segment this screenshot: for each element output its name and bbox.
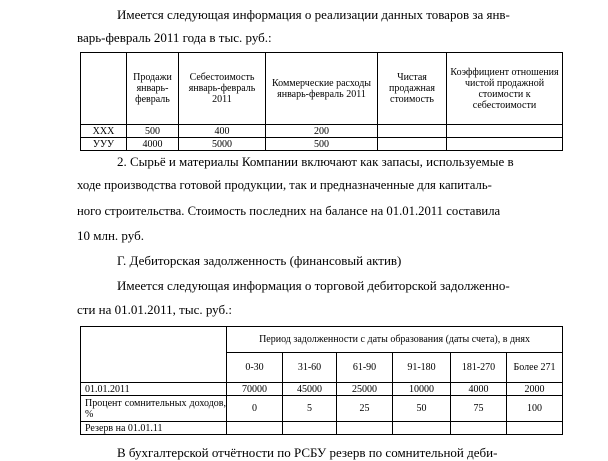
table2-cell [507, 422, 563, 435]
table2-col-header: Более 271 [507, 353, 563, 383]
sales-table [80, 52, 563, 151]
table1-header-commercial-expenses: Коммерческие расходы январь-февраль 2011 [266, 53, 378, 125]
table1-cell [378, 125, 447, 138]
table2-cell [337, 422, 393, 435]
table1-cell: УУУ [81, 138, 127, 151]
table2-cell [283, 422, 337, 435]
table2-header-empty [81, 327, 227, 383]
table1-cell [378, 138, 447, 151]
section-heading-receivables: Г. Дебиторская задолженность (финансовый актив) [117, 253, 402, 268]
table2-cell [393, 422, 451, 435]
table1-header-empty [81, 53, 127, 125]
table2-cell [227, 422, 283, 435]
table1-header-cost: Себестоимость январь-февраль 2011 [179, 53, 266, 125]
para2-line2: ходе производства готовой продукции, так и предназначенные для капиталь- [77, 178, 492, 192]
table1-cell: ХХХ [81, 125, 127, 138]
table1-cell: 500 [266, 138, 378, 151]
para3-line2: сти на 01.01.2011, тыс. руб.: [77, 302, 232, 317]
table1-cell: 5000 [179, 138, 266, 151]
receivables-table [80, 326, 563, 435]
table1-cell: 200 [266, 125, 378, 138]
table2-col-header: 31-60 [283, 353, 337, 383]
table2-cell: 25000 [337, 383, 393, 396]
table2-cell: 70000 [227, 383, 283, 396]
table-row [81, 138, 563, 151]
table-row [81, 396, 563, 422]
table1-cell: 400 [179, 125, 266, 138]
table1-cell [447, 138, 563, 151]
table2-col-header: 181-270 [451, 353, 507, 383]
para3-line1: Имеется следующая информация о торговой дебиторской задолженно- [117, 278, 510, 293]
table2-cell: 50 [393, 396, 451, 422]
para2-line4: 10 млн. руб. [77, 228, 144, 243]
table1-cell: 4000 [127, 138, 179, 151]
table2-cell [451, 422, 507, 435]
table2-col-header: 61-90 [337, 353, 393, 383]
table1-header-sales: Продажи январь-февраль [127, 53, 179, 125]
table-row [81, 422, 563, 435]
table2-cell: 75 [451, 396, 507, 422]
table1-cell: 500 [127, 125, 179, 138]
table2-cell: 100 [507, 396, 563, 422]
table-row [81, 125, 563, 138]
table2-cell: 0 [227, 396, 283, 422]
table2-row-label: Резерв на 01.01.11 [81, 422, 227, 435]
para1-line1: Имеется следующая информация о реализации данных товаров за янв- [117, 7, 510, 22]
table-row [81, 383, 563, 396]
table1-header-ratio: Коэффициент отношения чистой продажной стоимости к себестоимости [447, 53, 563, 125]
table2-cell: 5 [283, 396, 337, 422]
table2-col-header: 0-30 [227, 353, 283, 383]
para1-line2: варь-февраль 2011 года в тыс. руб.: [77, 30, 272, 45]
table2-cell: 4000 [451, 383, 507, 396]
table2-row-label: 01.01.2011 [81, 383, 227, 396]
table2-cell: 10000 [393, 383, 451, 396]
para2-line3: ного строительства. Стоимость последних на балансе на 01.01.2011 составила [77, 204, 501, 218]
table2-cell: 45000 [283, 383, 337, 396]
table2-group-header: Период задолженности с даты образования (даты счета), в днях [227, 327, 563, 353]
para4-line1: В бухгалтерской отчётности по РСБУ резерв по сомнительной деби- [117, 445, 498, 460]
table1-cell [447, 125, 563, 138]
table2-row-label: Процент сомнительных доходов, % [81, 396, 227, 422]
table1-header-net-realizable-value: Чистая продажная стоимость [378, 53, 447, 125]
table2-cell: 25 [337, 396, 393, 422]
table2-cell: 2000 [507, 383, 563, 396]
table2-col-header: 91-180 [393, 353, 451, 383]
para2-line1: 2. Сырьё и материалы Компании включают как запасы, используемые в [117, 154, 514, 169]
